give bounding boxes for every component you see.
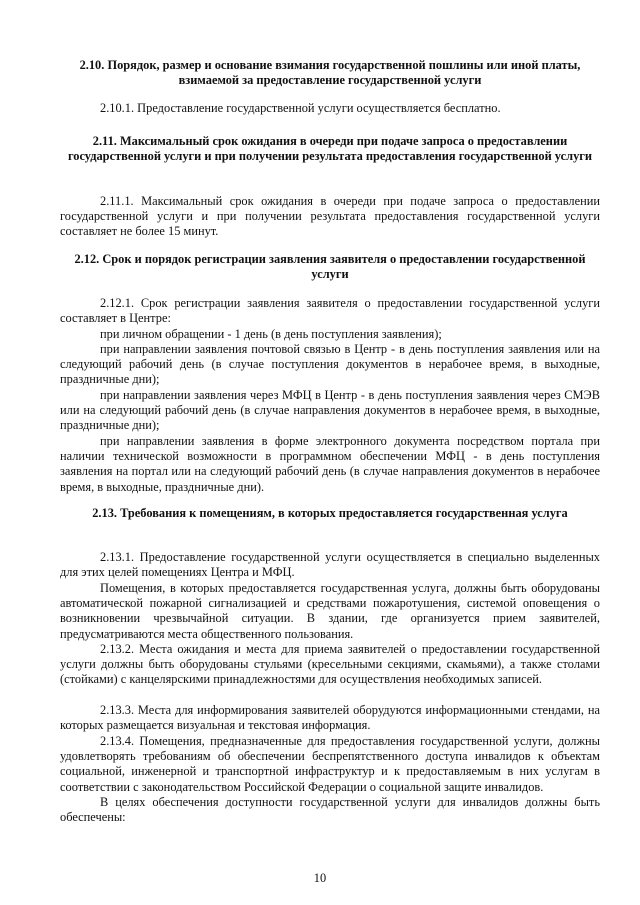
section-heading-2-12: 2.12. Срок и порядок регистрации заявления заявителя о предоставлении государственной услуги <box>74 252 586 282</box>
paragraph-2-12-1: 2.12.1. Срок регистрации заявления заявителя о предоставлении государственной услуги составляет в Центре: <box>60 296 600 326</box>
paragraph-personal-visit: при личном обращении - 1 день (в день поступления заявления); <box>100 327 442 341</box>
section-heading-2-13: 2.13. Требования к помещениям, в которых предоставляется государственная услуга <box>92 506 568 520</box>
paragraph-electronic: при направлении заявления в форме электронного документа посредством портала при наличии технической возможности в программном обеспечении МФЦ - в день поступления заявления на портал или на следующий рабочий день (в случае направления документов в нерабочее время, в выходные, праздничные дни). <box>60 434 600 494</box>
section-heading-2-11: 2.11. Максимальный срок ожидания в очереди при подаче запроса о предоставлении государственной услуги и при получении результата предоставления государственной услуги <box>67 134 593 164</box>
paragraph-2-13-2: 2.13.2. Места ожидания и места для приема заявителей о предоставлении государственной услуги должны быть оборудованы стульями (кресельными секциями, скамьями), а также столами (стойками) с канцелярскими принадлежностями для осуществления необходимых записей. <box>60 642 600 687</box>
paragraph-2-13-3: 2.13.3. Места для информирования заявителей оборудуются информационными стендами, на которых размещается визуальная и текстовая информация. <box>60 703 600 733</box>
paragraph-2-13-4: 2.13.4. Помещения, предназначенные для предоставления государственной услуги, должны удовлетворять требованиям об обеспечении беспрепятственного доступа инвалидов к объектам социальной, инженерной и транспортной инфраструктур и к предоставляемым в них услугам в соответствии с законодательством Российской Федерации о социальной защите инвалидов. <box>60 734 600 794</box>
paragraph-mfc: при направлении заявления через МФЦ в Центр - в день поступления заявления через СМЭВ или на следующий рабочий день (в случае направления документов в нерабочее время, в выходные, праздничные дни); <box>60 388 600 433</box>
page-number: 10 <box>313 871 327 885</box>
paragraph-accessibility: В целях обеспечения доступности государственной услуги для инвалидов должны быть обеспечены: <box>60 795 600 825</box>
section-heading-2-10: 2.10. Порядок, размер и основание взимания государственной пошлины или иной платы, взимаемой за предоставление государственной услуги <box>79 58 581 88</box>
paragraph-2-11-1: 2.11.1. Максимальный срок ожидания в очереди при подаче запроса о предоставлении государственной услуги и при получении результата предоставления государственной услуги составляет не более 15 минут. <box>60 194 600 239</box>
paragraph-2-10-1: 2.10.1. Предоставление государственной услуги осуществляется бесплатно. <box>100 101 501 115</box>
paragraph-premises: Помещения, в которых предоставляется государственная услуга, должны быть оборудованы автоматической пожарной сигнализацией и средствами пожаротушения, системой оповещения о возникновении чрезвычайной ситуации. В здании, где организуется прием заявителей, предусматриваются места общественного пользования. <box>60 581 600 641</box>
paragraph-postal: при направлении заявления почтовой связью в Центр - в день поступления заявления или на следующий рабочий день (в случае поступления документов в нерабочее время, в выходные, праздничные дни); <box>60 342 600 387</box>
paragraph-2-13-1: 2.13.1. Предоставление государственной услуги осуществляется в специально выделенных для этих целей помещениях Центра и МФЦ. <box>60 550 600 580</box>
